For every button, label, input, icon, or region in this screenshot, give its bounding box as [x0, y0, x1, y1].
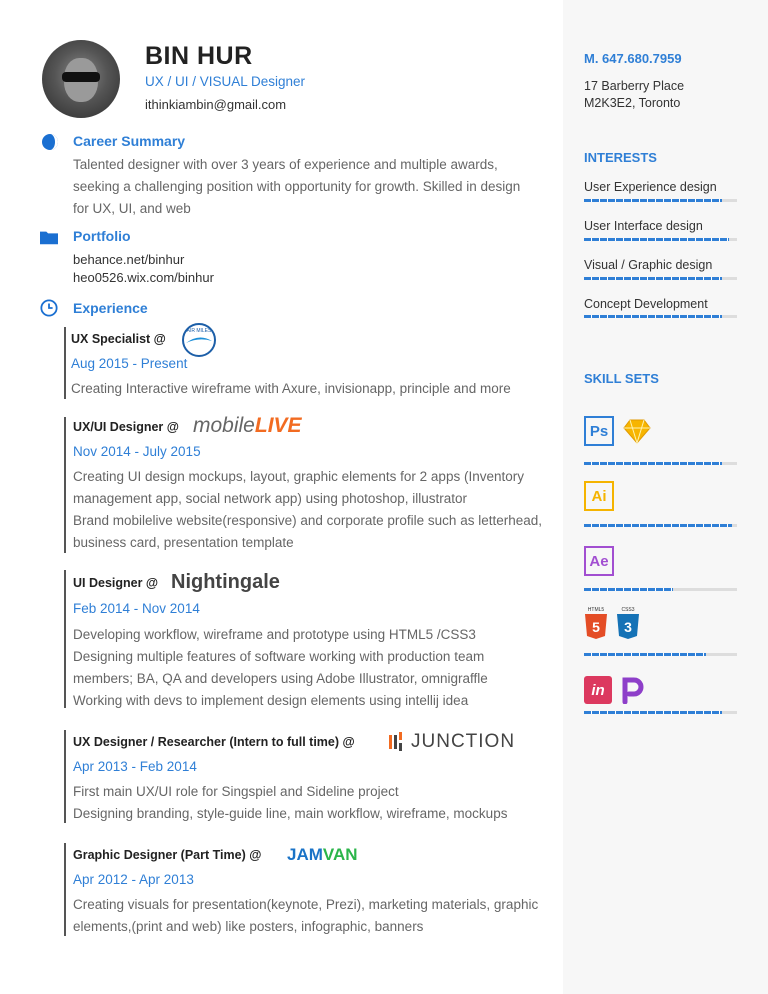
- skill-row: [584, 416, 652, 446]
- svg-text:5: 5: [592, 619, 600, 635]
- portfolio-link-behance[interactable]: behance.net/binhur: [73, 252, 185, 267]
- job-line: First main UX/UI role for Singspiel and Sideline project: [73, 784, 399, 799]
- skill-bar: [584, 653, 737, 656]
- html5-icon: [584, 606, 608, 640]
- job-date: Feb 2014 - Nov 2014: [73, 601, 200, 616]
- mobilelive-logo-a: mobile: [193, 414, 255, 437]
- skill-bar-fill: [584, 524, 732, 527]
- job-line: Brand mobilelive website(responsive) and corporate profile such as letterhead,: [73, 513, 542, 528]
- job-line: Developing workflow, wireframe and prototype using HTML5 /CSS3: [73, 627, 476, 642]
- job-line: business card, presentation template: [73, 535, 294, 550]
- skill-row: [584, 606, 640, 640]
- job-line: management app, social network app) using photoshop, illustrator: [73, 491, 467, 506]
- career-summary-text: [73, 154, 543, 220]
- skill-sets-title: SKILL SETS: [584, 371, 659, 386]
- job-description: [73, 894, 538, 938]
- timeline-line: [64, 570, 66, 708]
- interest-bar-fill: [584, 315, 722, 318]
- candidate-email[interactable]: ithinkiambin@gmail.com: [145, 97, 287, 112]
- job-date: Nov 2014 - July 2015: [73, 444, 201, 459]
- interest-item: Concept Development: [584, 297, 708, 311]
- interest-bar-fill: [584, 238, 729, 241]
- interest-item: Visual / Graphic design: [584, 258, 713, 272]
- interest-bar: [584, 277, 737, 280]
- skill-bar: [584, 711, 737, 714]
- address: [584, 78, 684, 112]
- jamvan-logo: [287, 845, 358, 865]
- job-description: [73, 781, 507, 825]
- job-title: UX/UI Designer @: [73, 420, 179, 434]
- skill-row: [584, 481, 614, 511]
- junction-mark-icon: [389, 732, 407, 752]
- career-summary-icon: [41, 133, 59, 151]
- career-line: seeking a challenging position with opportunity for growth. Skilled in design: [73, 179, 521, 194]
- skill-bar-fill: [584, 588, 673, 591]
- jamvan-logo-b: VAN: [322, 845, 358, 864]
- career-summary-title: Career Summary: [73, 133, 186, 149]
- folder-icon: [40, 228, 58, 246]
- address-line: M2K3E2, Toronto: [584, 96, 681, 110]
- skill-bar: [584, 524, 737, 527]
- mobilelive-logo-b: LIVE: [254, 414, 302, 437]
- job-line: members; BA, QA and developers using Adobe Illustrator, omnigraffle: [73, 671, 488, 686]
- timeline-line: [64, 730, 66, 823]
- skill-row: [584, 676, 644, 704]
- jamvan-logo-a: JAM: [287, 845, 323, 864]
- job-title: UX Designer / Researcher (Intern to full time) @: [73, 735, 355, 749]
- photoshop-icon: Ps: [584, 416, 614, 446]
- airmiles-logo-text: AIR MILES: [186, 328, 212, 334]
- interest-bar: [584, 315, 737, 318]
- job-date: Apr 2012 - Apr 2013: [73, 872, 194, 887]
- portfolio-link-wix[interactable]: heo0526.wix.com/binhur: [73, 270, 214, 285]
- interest-item: User Experience design: [584, 180, 717, 194]
- job-title: UI Designer @: [73, 576, 159, 590]
- mobilelive-logo: [193, 414, 302, 438]
- clock-icon: [40, 299, 58, 317]
- job-line: Creating Interactive wireframe with Axure, invisionapp, principle and more: [71, 381, 511, 396]
- html5-icon-label: HTML5: [587, 607, 605, 613]
- interests-title: INTERESTS: [584, 150, 657, 165]
- interest-bar-fill: [584, 199, 722, 202]
- job-date: Aug 2015 - Present: [71, 356, 188, 371]
- career-line: Talented designer with over 3 years of experience and multiple awards,: [73, 157, 498, 172]
- avatar-sunglasses: [62, 72, 100, 82]
- career-line: for UX, UI, and web: [73, 201, 191, 216]
- portfolio-title: Portfolio: [73, 228, 131, 244]
- junction-logo-text: JUNCTION: [411, 731, 516, 752]
- interest-item: User Interface design: [584, 219, 703, 233]
- experience-title: Experience: [73, 300, 148, 316]
- job-description: [73, 466, 542, 554]
- timeline-line: [64, 327, 66, 399]
- svg-text:3: 3: [624, 619, 632, 635]
- interest-bar: [584, 199, 737, 202]
- address-line: 17 Barberry Place: [584, 79, 685, 93]
- junction-logo: [389, 731, 515, 753]
- skill-bar: [584, 588, 737, 591]
- phone-number[interactable]: M. 647.680.7959: [584, 51, 682, 66]
- illustrator-icon: Ai: [584, 481, 614, 511]
- invision-icon: in: [584, 676, 612, 704]
- job-description: [71, 378, 511, 400]
- job-description: [73, 624, 488, 712]
- job-line: Creating visuals for presentation(keynote, Prezi), marketing materials, graphic: [73, 897, 539, 912]
- skill-bar-fill: [584, 711, 722, 714]
- skill-row: [584, 546, 614, 576]
- sketch-icon: [622, 416, 652, 446]
- job-line: elements,(print and web) like posters, infographic, banners: [73, 919, 424, 934]
- job-line: Designing multiple features of software working with production team: [73, 649, 485, 664]
- airmiles-logo: [180, 323, 218, 357]
- job-title: UX Specialist @: [71, 332, 166, 346]
- candidate-name: BIN HUR: [145, 42, 253, 70]
- job-line: Creating UI design mockups, layout, graphic elements for 2 apps (Inventory: [73, 469, 524, 484]
- skill-bar: [584, 462, 737, 465]
- skill-bar-fill: [584, 653, 706, 656]
- css3-icon-label: CSS3: [621, 607, 635, 613]
- after-effects-icon: Ae: [584, 546, 614, 576]
- principle-icon: [620, 676, 644, 704]
- candidate-role: UX / UI / VISUAL Designer: [145, 74, 306, 89]
- job-title: Graphic Designer (Part Time) @: [73, 848, 262, 862]
- css3-icon: [616, 606, 640, 640]
- job-date: Apr 2013 - Feb 2014: [73, 759, 197, 774]
- interest-bar: [584, 238, 737, 241]
- timeline-line: [64, 843, 66, 936]
- job-line: Working with devs to implement design elements using intellij idea: [73, 693, 469, 708]
- nightingale-logo: Nightingale: [171, 571, 280, 593]
- timeline-line: [64, 417, 66, 553]
- job-line: Designing branding, style-guide line, main workflow, wireframe, mockups: [73, 806, 508, 821]
- skill-bar-fill: [584, 462, 722, 465]
- interest-bar-fill: [584, 277, 722, 280]
- profile-photo: [42, 40, 120, 118]
